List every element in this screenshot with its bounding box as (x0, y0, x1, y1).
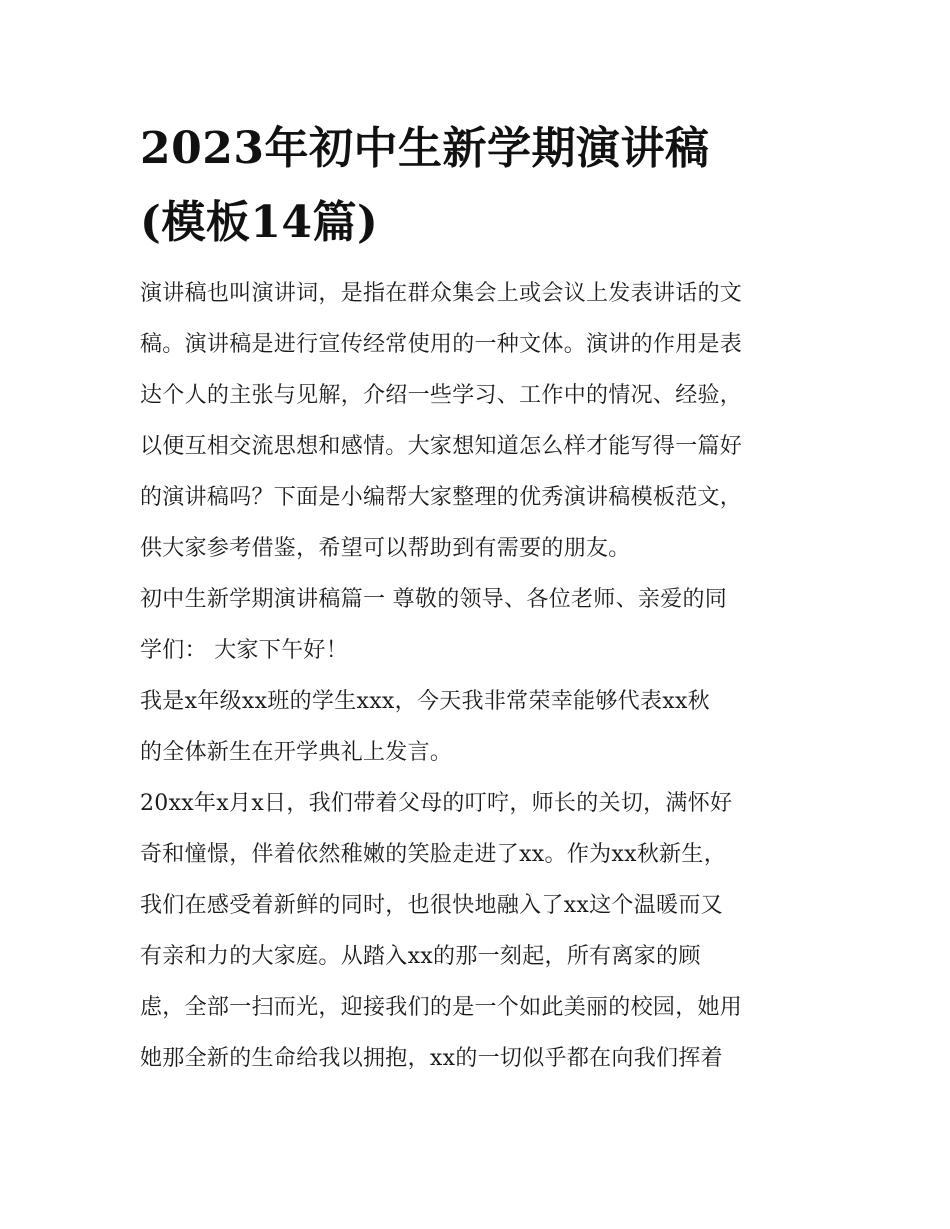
document-content (140, 112, 812, 1084)
text-line: 我是x年级xx班的学生xxx，今天我非常荣幸能够代表xx秋 (140, 689, 710, 714)
text-line: 虑，全部一扫而光，迎接我们的是一个如此美丽的校园，她用 (140, 995, 743, 1020)
intro-paragraph (140, 268, 812, 574)
text-line: 她那全新的生命给我以拥抱，xx的一切似乎都在向我们挥着 (140, 1046, 723, 1071)
text-line: 有亲和力的大家庭。从踏入xx的那一刻起，所有离家的顾 (140, 944, 701, 969)
text-line: 的演讲稿吗？下面是小编帮大家整理的优秀演讲稿模板范文， (140, 485, 743, 510)
text-line: 稿。演讲稿是进行宣传经常使用的一种文体。演讲的作用是表 (140, 332, 743, 357)
speech-intro-paragraph (140, 676, 812, 778)
text-line: 达个人的主张与见解，介绍一些学习、工作中的情况、经验， (140, 383, 743, 408)
text-line: 奇和憧憬，伴着依然稚嫩的笑脸走进了xx。作为xx秋新生， (140, 842, 727, 867)
text-line: 供大家参考借鉴，希望可以帮助到有需要的朋友。 (140, 536, 631, 561)
text-line: 我们在感受着新鲜的同时，也很快地融入了xx这个温暖而又 (140, 893, 723, 918)
title-line: (模板14篇) (140, 197, 379, 248)
text-line: 20xx年x月x日，我们带着父母的叮咛，师长的关切，满怀好 (140, 791, 733, 816)
text-line: 学们： 大家下午好！ (140, 638, 348, 663)
text-line: 的全体新生在开学典礼上发言。 (140, 740, 453, 765)
document-title (140, 112, 812, 260)
text-line: 以便互相交流思想和感情。大家想知道怎么样才能写得一篇好 (140, 434, 743, 459)
speech-body-paragraph (140, 778, 812, 1084)
speech-greeting-paragraph (140, 574, 812, 676)
text-line: 初中生新学期演讲稿篇一 尊敬的领导、各位老师、亲爱的同 (140, 587, 728, 612)
title-line: 2023年初中生新学期演讲稿 (140, 123, 710, 174)
text-line: 演讲稿也叫演讲词，是指在群众集会上或会议上发表讲话的文 (140, 281, 743, 306)
